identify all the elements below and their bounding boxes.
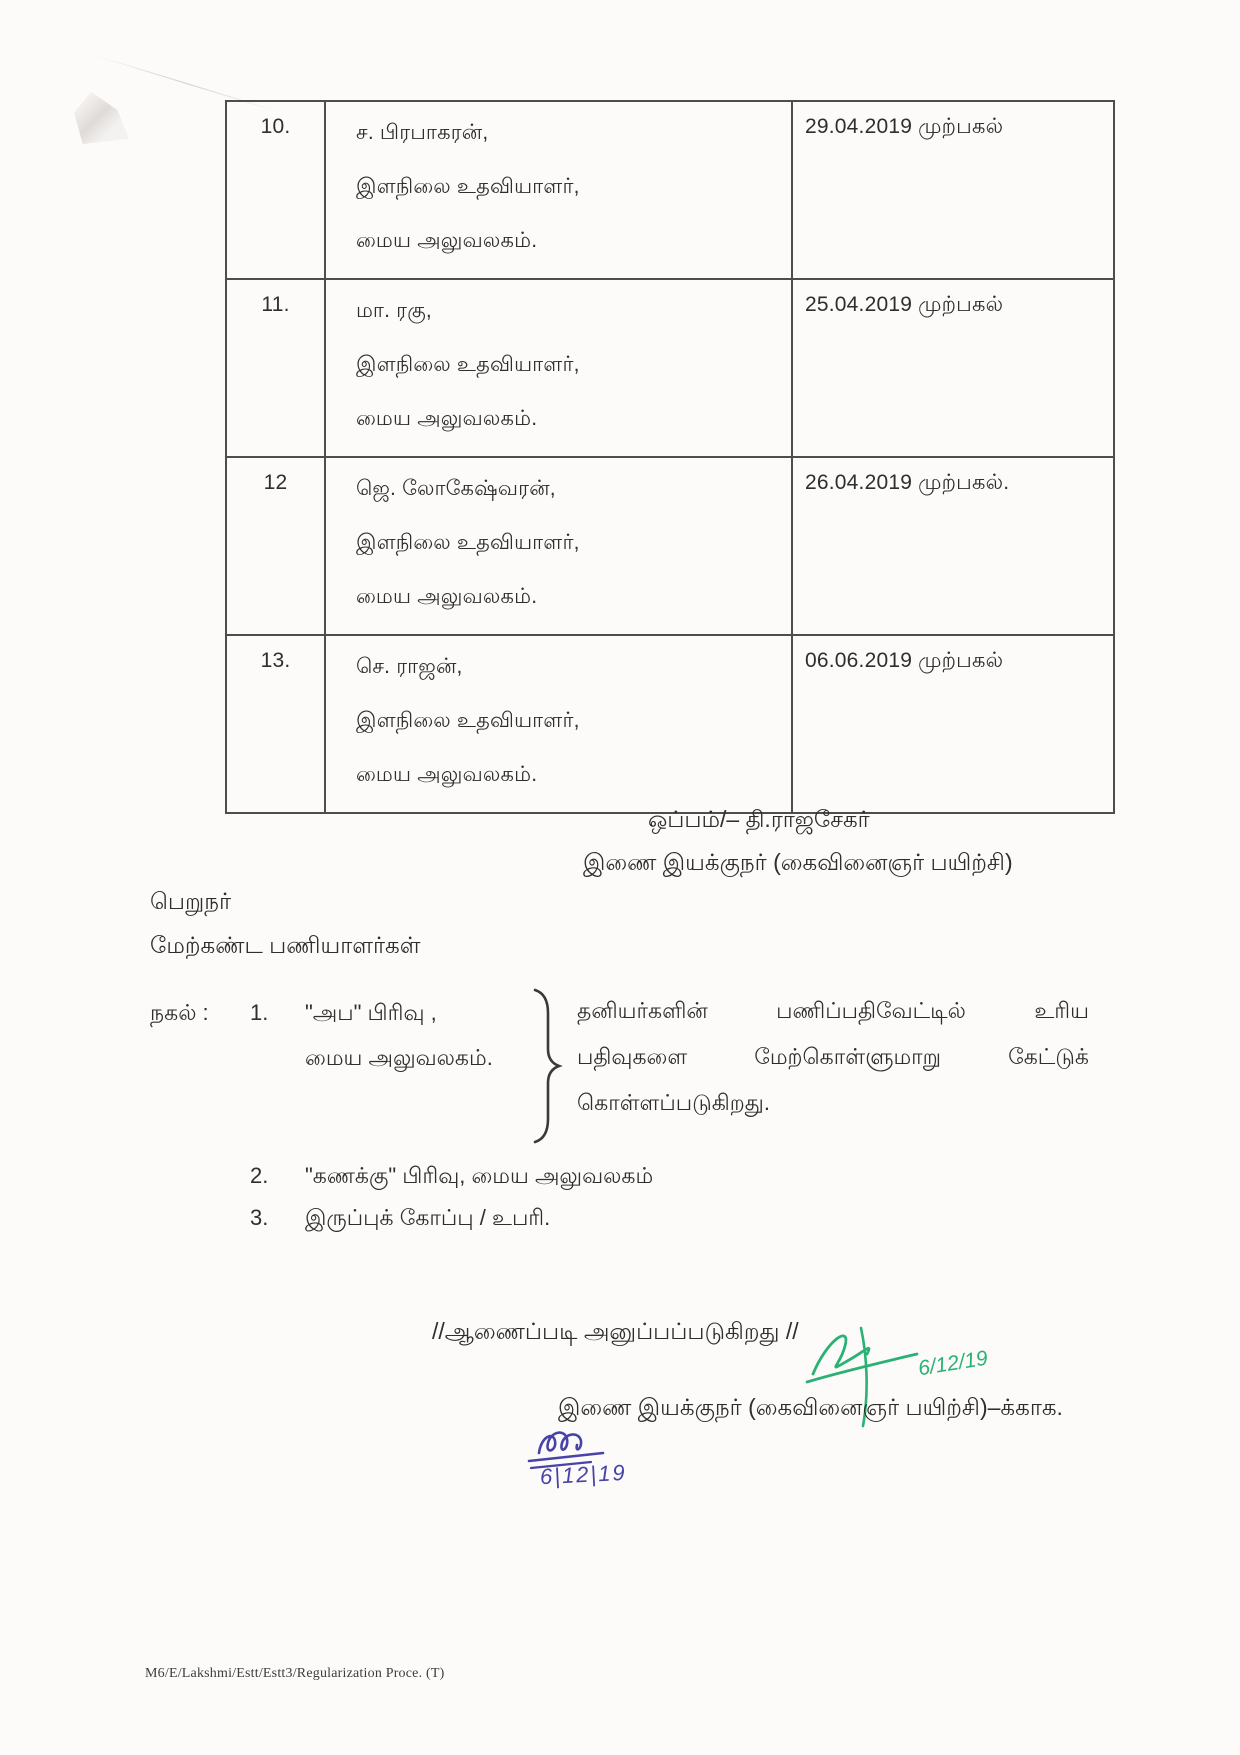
employee-name: செ. ராஜன், (356, 655, 463, 678)
copy-item-3-text: இருப்புக் கோப்பு / உபரி. (305, 1205, 551, 1230)
for-designation-line: இணை இயக்குநர் (கைவினைஞர் பயிற்சி)–க்காக. (558, 1394, 1063, 1420)
copy-label: நகல் : (150, 1000, 209, 1025)
copy-item-3-number: 3. (250, 1205, 269, 1230)
note-word: பணிப்பதிவேட்டில் (776, 998, 966, 1023)
copy-item-1-line2: மைய அலுவலகம். (305, 1045, 493, 1070)
employee-designation: இளநிலை உதவியாளர், (356, 531, 580, 554)
note-word: தனியர்களின் (577, 998, 708, 1023)
employee-designation: இளநிலை உதவியாளர், (356, 353, 580, 376)
employee-office: மைய அலுவலகம். (356, 229, 538, 252)
file-reference: M6/E/Lakshmi/Estt/Estt3/Regularization Proce. (T) (145, 1666, 445, 1681)
to-recipient: மேற்கண்ட பணியாளர்கள் (150, 932, 421, 958)
order-forwarding-line: //ஆணைப்படி அனுப்பப்படுகிறது // (432, 1318, 799, 1344)
row-name-cell (325, 279, 792, 457)
signed-by-name: ஒப்பம்/– தி.ராஜசேகர் (648, 806, 870, 832)
row-date-cell: 29.04.2019 முற்பகல் (792, 101, 1114, 279)
copy-item-1-number: 1. (250, 1000, 269, 1025)
table-row (226, 635, 1114, 813)
employee-name: மா. ரகு, (356, 299, 432, 322)
row-name-cell (325, 457, 792, 635)
row-date-cell: 25.04.2019 முற்பகல் (792, 279, 1114, 457)
signed-by-designation: இணை இயக்குநர் (கைவினைஞர் பயிற்சி) (583, 849, 1013, 875)
note-line-3 (577, 1090, 1089, 1119)
note-word: மேற்கொள்ளுமாறு (754, 1044, 942, 1069)
note-word: கொள்ளப்படுகிறது. (577, 1090, 770, 1115)
row-date-cell: 26.04.2019 முற்பகல். (792, 457, 1114, 635)
employee-name: ஜெ. லோகேஷ்வரன், (356, 477, 556, 500)
note-word: கேட்டுக் (1008, 1044, 1089, 1069)
copy-item-1-line1: "அப" பிரிவு , (305, 1000, 437, 1025)
row-name-cell (325, 101, 792, 279)
curly-brace (532, 988, 566, 1149)
row-serial-number: 12 (226, 457, 325, 635)
row-serial-number: 11. (226, 279, 325, 457)
employee-office: மைய அலுவலகம். (356, 763, 538, 786)
table-row (226, 101, 1114, 279)
green-ink-date: 6/12/19 (916, 1346, 990, 1381)
employee-name: ச. பிரபாகரன், (356, 121, 489, 144)
copy-item-2-number: 2. (250, 1163, 269, 1188)
row-name-cell (325, 635, 792, 813)
note-line-2 (577, 1044, 1089, 1073)
scan-fold-artifact (74, 92, 132, 144)
employee-office: மைய அலுவலகம். (356, 407, 538, 430)
copy-item-2-text: "கணக்கு" பிரிவு, மைய அலுவலகம் (305, 1163, 654, 1188)
row-date-cell: 06.06.2019 முற்பகல் (792, 635, 1114, 813)
row-serial-number: 10. (226, 101, 325, 279)
employee-designation: இளநிலை உதவியாளர், (356, 709, 580, 732)
employee-office: மைய அலுவலகம். (356, 585, 538, 608)
table-row (226, 279, 1114, 457)
to-label: பெறுநர் (150, 888, 232, 914)
note-line-1 (577, 998, 1089, 1027)
row-serial-number: 13. (226, 635, 325, 813)
staff-regularization-table (225, 100, 1115, 814)
note-word: பதிவுகளை (577, 1044, 688, 1069)
copy-item-1-note (577, 998, 1089, 1119)
note-word: உரிய (1034, 998, 1089, 1023)
employee-designation: இளநிலை உதவியாளர், (356, 175, 580, 198)
table-row (226, 457, 1114, 635)
blue-ink-date: 6|12|19 (539, 1459, 628, 1490)
